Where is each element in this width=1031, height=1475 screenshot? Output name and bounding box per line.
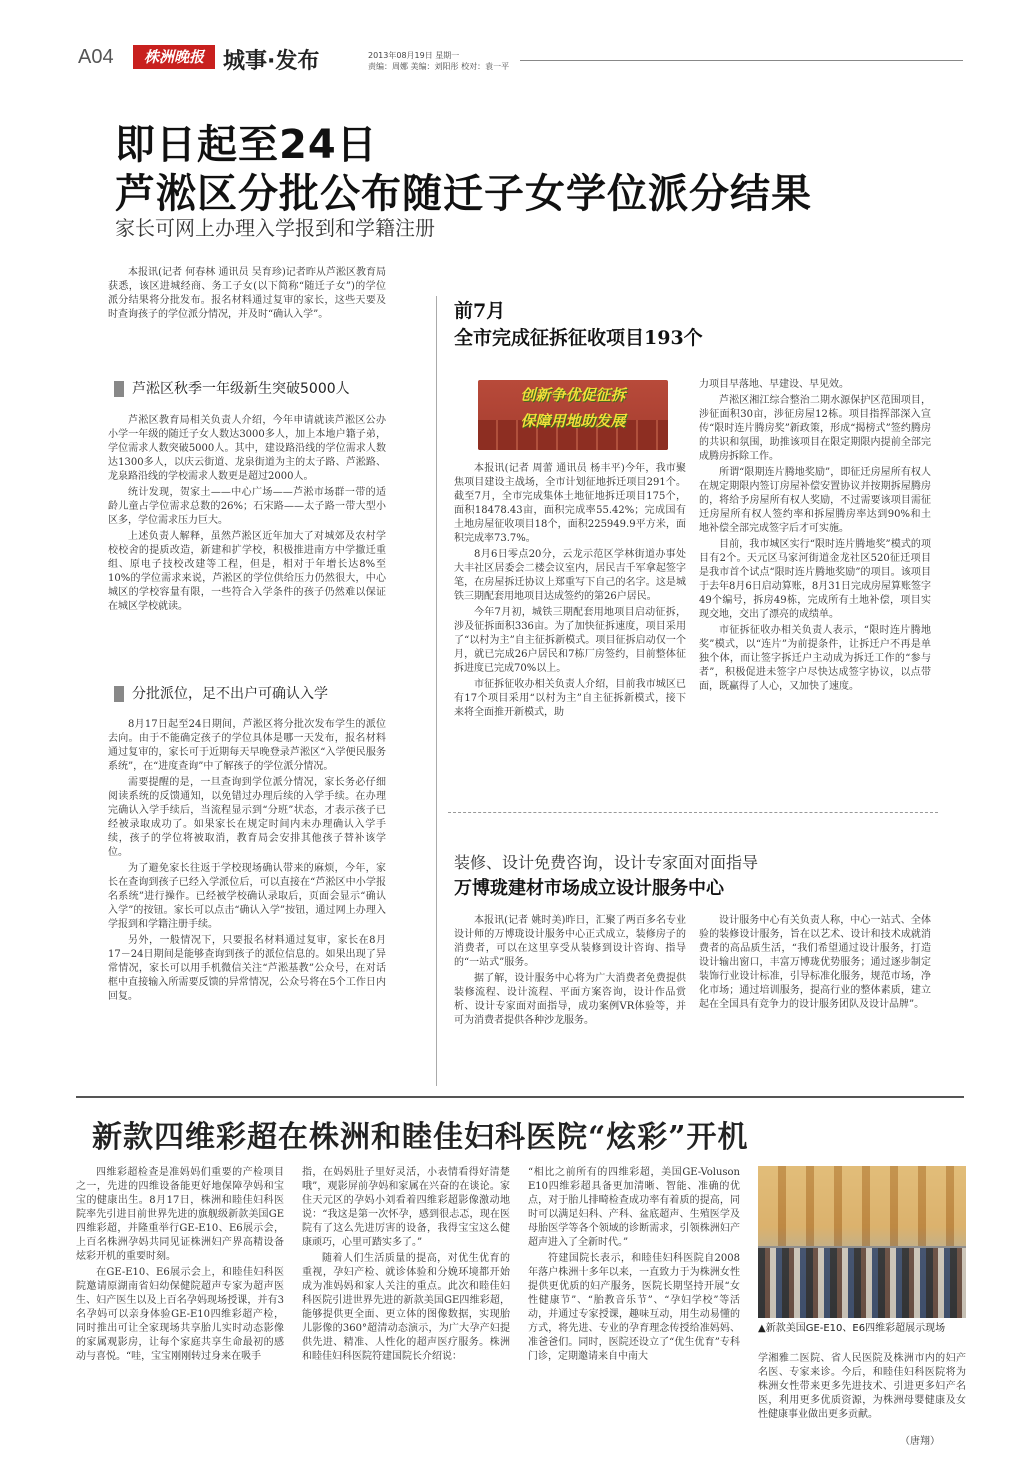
date-line: 2013年08月19日 星期一 <box>368 51 460 60</box>
story-divider <box>448 812 938 813</box>
lead-headline-line2: 芦淞区分批公布随迁子女学位派分结果 <box>115 171 812 217</box>
newspaper-logo: 株洲晚报 <box>133 45 215 69</box>
paragraph: 学湘雅二医院、省人民医院及株洲市内的妇产名医、专家来诊。今后，和睦佳妇科医院将为株洲女性带来更多先进技术、引进更多妇产名医，利用更多优质资源，为株洲母婴健康及女性健康事业做出更多贡献。 <box>758 1353 966 1420</box>
lead-subtitle: 家长可网上办理入学报到和学籍注册 <box>115 216 435 240</box>
lead-subhead-1 <box>114 378 394 398</box>
banner-line2: 保障用地助发展 <box>520 412 626 430</box>
photo-background <box>758 1166 966 1246</box>
photo-crowd <box>758 1248 966 1318</box>
paragraph: 为了避免家长往返于学校现场确认带来的麻烦，今年，家长在查询到孩子已经入学派位后，可以直接在“芦淞区中小学报名系统”进行操作。已经被学校确认录取后，页面会显示“确认入学”的按钮。家长可以点击“确认入学”按钮，通过网上办理入学报到和学籍注册手续。 <box>108 863 386 930</box>
banner-line1: 创新争优促征拆 <box>520 386 626 404</box>
story3-col1 <box>454 914 686 1030</box>
paragraph: 设计服务中心有关负责人称，中心一站式、全体验的装修设计服务，旨在以艺术、设计和技术成就消费者的高品质生活，“我们希望通过设计服务，打造设计输出窗口，丰富万博珑优势服务；通过逐步制定装饰行业设计标准，引导标准化服务，规范市场，净化市场；通过培训服务，提高行业的整体素质，建立起在全国具有竞争力的设计服务团队及设计品牌”。 <box>699 915 931 1010</box>
paragraph: 上述负责人解释，虽然芦淞区近年加大了对城郊及农村学校校舍的提质改造，新建和扩学校，积极推进南方中学撤迁重组、原电子技校改建等工程，但是，相对于年增长达8%至10%的学位需求来说，芦淞区的学位供给压力仍然很大，中心城区的学校容量有限，一些符合入学条件的孩子仍然难以保证在城区学校就读。 <box>108 531 386 612</box>
paragraph: 指，在妈妈肚子里好灵活，小表情看得好清楚哦”，观影屏前孕妈和家属在兴奋的在谈论。家住天元区的孕妈小刘看着四维彩超影像激动地说：“我这是第一次怀孕，感到很忐忑，现在医院有了这么先进厉害的设备，我得宝宝这么健康顽巧，心里可踏实多了。” <box>302 1167 510 1248</box>
paragraph: 市征拆征收办相关负责人表示，“限时连片腾地奖”模式，以“连片”为前提条件，让拆迁户不再是单独个体，而让签字拆迁户主动成为拆迁工作的“参与者”，积极促进未签字户尽快达成签字协议，以点带面，既赢得了人心，又加快了速度。 <box>699 625 931 692</box>
ad-top-rule <box>76 1096 964 1098</box>
paragraph: 芦淞区教育局相关负责人介绍，今年申请就读芦淞区公办小学一年级的随迁子女人数达3000多人，加上本地户籍子弟，学位需求人数突破5000人。其中，建设路沿线的学位需求人数达1300多人，以庆云街道、龙泉街道为主的太子路、芦淞路、龙泉路沿线的学校需求人数更是超过2000人。 <box>108 415 386 482</box>
lead-section-1 <box>108 414 386 616</box>
paragraph: 今年7月初，城铁三期配套用地项目启动征拆，涉及征拆面积336亩。为了加快征拆速度，项目采用了“以村为主”自主征拆新模式。项目征拆启动仅一个月，就已完成26户居民和7栋厂房签约，目前整体征拆进度已完成70%以上。 <box>454 607 686 674</box>
paragraph: 统计发现，贺家土——中心广场——芦淞市场群一带的适龄儿童占学位需求总数的26%；石宋路——太子路一带大型小区多，学位需求压力巨大。 <box>108 487 386 526</box>
subhead-marker-icon <box>114 686 124 702</box>
ad-byline: （唐翔） <box>900 1436 940 1447</box>
editors-line: 责编：周娜 美编：刘阳彤 校对：袁一平 <box>368 62 510 71</box>
story3-kicker: 装修、设计免费咨询，设计专家面对面指导 <box>454 853 759 872</box>
photo-caption: ▲新款美国GE-E10、E6四维彩超展示现场 <box>758 1323 946 1334</box>
lead-headline-line1: 即日起至24日 <box>115 122 378 168</box>
ad-col1 <box>76 1166 284 1366</box>
paragraph: “相比之前所有的四维彩超，美国GE-Voluson E10四维彩超具备更加清晰、智能、准确的优点，对于胎儿排畸检查成功率有着质的提高，同时可以满足妇科、产科、盆底超声、生殖医学及母胎医学等各个领域的诊断需求，引领株洲妇产超声进入了全新时代。” <box>528 1167 744 1248</box>
paragraph: 所谓“限期连片腾地奖励”，即征迁房屋所有权人在规定期限内签订房屋补偿安置协议并按期拆屋腾房的，将给予房屋所有权人奖励，不过需要该项目需征迁房屋所有权人签约率和拆屋腾房率达到90%和土地补偿全部完成签字后才可实施。 <box>699 467 931 534</box>
subhead-marker-icon <box>114 381 124 397</box>
lead-section-2 <box>108 718 386 1006</box>
subhead-text: 分批派位，足不出户可确认入学 <box>132 686 328 702</box>
paragraph: 力项目早落地、早建设、早见效。 <box>699 379 849 390</box>
story2-headline: 全市完成征拆征收项目193个 <box>454 327 703 349</box>
paragraph: 8月6日零点20分，云龙示范区学林街道办事处大丰社区居委会二楼会议室内，居民吉千军拿起签字笔，在房屋拆迁协议上郑重写下自己的名字。这是城铁三期配套用地项目达成签约的第26户居民。 <box>454 549 686 602</box>
paragraph: 芦淞区湘江综合整治二期水源保护区范围项目，涉征面积30亩，涉征房屋12栋。项目指挥部深入宣传“限时连片腾房奖”新政策，形成“揭榜式”签约腾房的共识和氛围，助推该项目在限定期限内提前全部完成腾房拆除工作。 <box>699 395 931 462</box>
ad-col2 <box>302 1166 510 1366</box>
paragraph: 另外，一般情况下，只要报名材料通过复审，家长在8月17－24日期间是能够查询到孩子的派位信息的。如果出现了异常情况，家长可以用手机微信关注“芦淞基教”公众号，在对话框中直接输入所需要反馈的异常情况，公众号将在5个工作日内回复。 <box>108 935 386 1002</box>
page-number: A04 <box>78 46 114 68</box>
page-header <box>0 0 1031 76</box>
paragraph: 在GE-E10、E6展示会上，和睦佳妇科医院邀请原湖南省妇幼保健院超声专家为超声医生、妇产医生以及上百名孕妈现场授课，并有3名孕妈可以亲身体验GE-E10四维彩超产检，同时推出可让全家现场共享胎儿实时动态影像的家属观影房，让每个家庭共享生命最初的感动与喜悦。“哇，宝宝刚刚转过身来在吸手 <box>76 1267 284 1362</box>
header-rule <box>520 60 963 61</box>
story2-kicker: 前7月 <box>454 300 506 322</box>
lead-intro-paragraph: 本报讯(记者 何春林 通讯员 吴育珍)记者昨从芦淞区教育局获悉，该区进城经商、务工子女(以下简称“随迁子女”)的学位派分结果将分批发布。报名材料通过复审的家长，这些天要及时查询孩子的学位派分情况，并及时“确认入学”。 <box>108 267 386 320</box>
lead-intro <box>108 266 386 324</box>
story2-col1 <box>454 462 686 722</box>
story2-banner <box>478 380 668 450</box>
ad-col4 <box>758 1352 966 1424</box>
paragraph: 目前，我市城区实行“限时连片腾地奖”模式的项目有2个。天元区马家河街道金龙社区520征迁项目是我市首个试点“限时连片腾地奖励”的项目。该项目于去年8月6日启动算账，8月31日完成房屋算账签字49个编号，拆房49栋，完成所有土地补偿，项目实现交地，交出了漂亮的成绩单。 <box>699 539 931 620</box>
paragraph: 8月17日起至24日期间，芦淞区将分批次发布学生的派位去向。由于不能确定孩子的学位具体是哪一天发布，报名材料通过复审的，家长可于近期每天早晚登录芦淞区“入学便民服务系统”，在“进度查询”中了解孩子的学位派分情况。 <box>108 719 386 772</box>
ad-headline: 新款四维彩超在株洲和睦佳妇科医院“炫彩”开机 <box>92 1120 749 1155</box>
story3-headline: 万博珑建材市场成立设计服务中心 <box>454 878 724 899</box>
paragraph: 随着人们生活质量的提高，对优生优育的重视，孕妇产检、就诊体验和分娩环境都开始成为准妈妈和家人关注的重点。此次和睦佳妇科医院引进世界先进的新款美国GE四维彩超，能够提供更全面、更立体的图像数据，实现胎儿影像的360°超清动态演示，为广大孕产妇提供先进、精准、人性化的超声医疗服务。株洲和睦佳妇科医院符建国院长介绍说： <box>302 1253 510 1362</box>
paragraph: 市征拆征收办相关负责人介绍，目前我市城区已有17个项目采用“以村为主”自主征拆新模式，接下来将全面推开新模式，助 <box>454 679 686 718</box>
column-divider <box>436 296 437 1086</box>
subhead-text: 芦淞区秋季一年级新生突破5000人 <box>132 381 350 397</box>
paragraph: 需要提醒的是，一旦查询到学位派分情况，家长务必仔细阅读系统的反馈通知，以免错过办理后续的入学手续。在办理完确认入学手续后，当流程显示到“分班”状态，才表示孩子已经被录取成功了。如果家长在规定时间内未办理确认入学手续，孩子的学位将被取消，教育局会安排其他孩子替补该学位。 <box>108 777 386 858</box>
ad-col3 <box>528 1166 744 1366</box>
story2-col2 <box>699 378 931 696</box>
paragraph: 本报讯(记者 周蕾 通讯员 杨丰平)今年，我市聚焦项目建设主战场，全市计划征地拆迁项目291个。截至7月，全市完成集体土地征地拆迁项目175个，面积18478.43亩，面积完成率55.42%；完成国有土地房屋征收项目18个，面积225949.9平方米，面积完成率73.7%。 <box>454 463 686 544</box>
paragraph: 本报讯(记者 姚时美)昨日，汇聚了两百多名专业设计师的万博珑设计服务中心正式成立，装修房子的消费者，可以在这里享受从装修到设计咨询、指导的“一站式”服务。 <box>454 915 686 968</box>
paragraph: 符建国院长表示，和睦佳妇科医院自2008年落户株洲十多年以来，一直致力于为株洲女性提供更优质的妇产服务，医院长期坚持开展“女性健康节”、“胎教音乐节”、“孕妇学校”等活动，并通过专家授课，趣味互动，用生动易懂的方式，将先进、专业的孕育理念传授给准妈妈、准爸爸们。同时，医院还设立了“优生优育”专科门诊，定期邀请来自中南大 <box>528 1253 740 1362</box>
paragraph: 四维彩超检查是准妈妈们重要的产检项目之一，先进的四维设备能更好地保障孕妈和宝宝的健康出生。8月17日，株洲和睦佳妇科医院率先引进目前世界先进的旗舰级新款美国GE四维彩超，并隆重举行GE-E10、E6展示会，上百名株洲孕妈共同见证株洲妇产界高精设备炫彩开机的重要时刻。 <box>76 1167 284 1262</box>
paragraph: 据了解，设计服务中心将为广大消费者免费提供装修流程、设计流程、平面方案咨询，设计作品赏析、设计专家面对面指导，成功案例VR体验等，并可为消费者提供各种沙龙服务。 <box>454 973 686 1026</box>
lead-subhead-2 <box>114 683 394 703</box>
story3-col2 <box>699 914 931 1014</box>
exhibition-photo <box>758 1166 966 1318</box>
section-title: 城事·发布 <box>223 49 320 74</box>
